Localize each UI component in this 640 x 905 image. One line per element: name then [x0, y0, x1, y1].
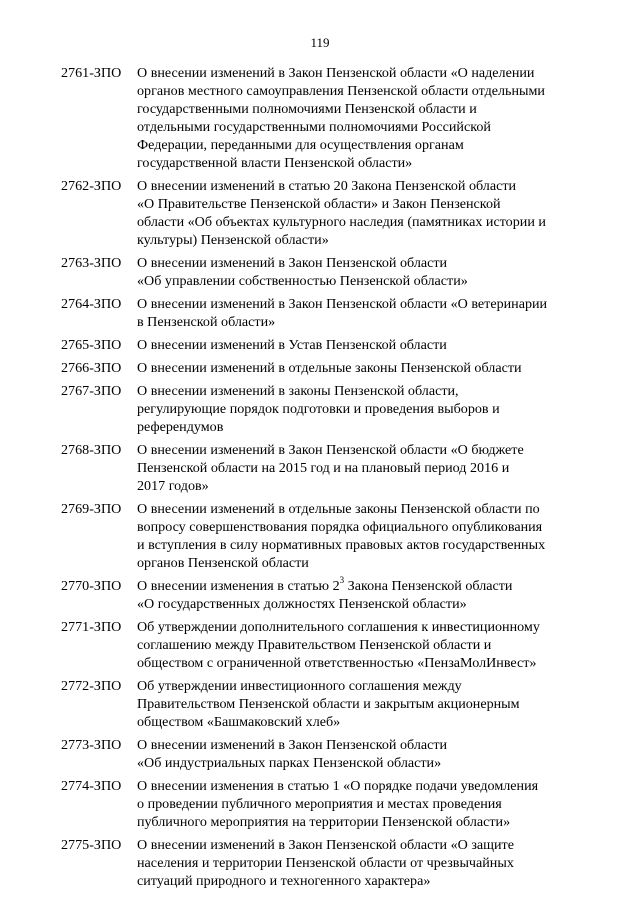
law-title-line: «Об управлении собственностью Пензенской области» [137, 273, 468, 289]
law-title [137, 254, 591, 290]
law-number: 2766-ЗПО [61, 360, 122, 376]
law-entry [61, 295, 591, 331]
law-title-line: О внесении изменений в отдельные законы Пензенской области [137, 360, 522, 376]
law-title-line: О внесении изменений в Закон Пензенской области «О защите [137, 837, 514, 853]
law-title-line: О внесении изменений в Закон Пензенской области «О ветеринарии [137, 296, 548, 312]
law-title-line: населения и территории Пензенской области от чрезвычайных [137, 855, 514, 871]
law-title [137, 500, 591, 572]
law-title-line: О внесении изменений в отдельные законы Пензенской области по [137, 501, 540, 517]
law-title-line: Пензенской области на 2015 год и на плановый период 2016 и [137, 460, 510, 476]
law-title-line: О внесении изменений в Закон Пензенской области [137, 255, 448, 271]
law-title-line: в Пензенской области» [137, 314, 276, 330]
law-title-line: о проведении публичного мероприятия и местах проведения [137, 796, 502, 812]
law-number: 2771-ЗПО [61, 619, 122, 635]
law-title-line: ситуаций природного и техногенного характера» [137, 873, 431, 889]
law-title-line: соглашению между Правительством Пензенской области и [137, 637, 492, 653]
law-title-line: 2017 годов» [137, 478, 209, 494]
law-title-line: области «Об объектах культурного наследия (памятниках истории и [137, 214, 546, 230]
law-title-line: О внесении изменений в статью 20 Закона Пензенской области [137, 178, 517, 194]
law-title-line: Об утверждении инвестиционного соглашения между [137, 678, 462, 694]
law-entry [61, 577, 591, 613]
law-title-line: «О Правительстве Пензенской области» и Закон Пензенской [137, 196, 501, 212]
law-title-line: органов Пензенской области [137, 555, 309, 571]
law-title-text: О внесении изменения в статью 2 [137, 578, 340, 594]
law-title-line: О внесении изменений в законы Пензенской области, [137, 383, 459, 399]
law-entry [61, 64, 591, 172]
law-title-line: обществом с ограниченной ответственностью «ПензаМолИнвест» [137, 655, 537, 671]
law-number: 2767-ЗПО [61, 383, 122, 399]
law-title-line: государственной власти Пензенской области» [137, 155, 413, 171]
law-number: 2765-ЗПО [61, 337, 122, 353]
law-title-line: органов местного самоуправления Пензенской области отдельными [137, 83, 545, 99]
law-title-line: «О государственных должностях Пензенской области» [137, 596, 467, 612]
law-title-line: отдельными государственными полномочиями Российской [137, 119, 491, 135]
law-title-line: О внесении изменений в Закон Пензенской области «О бюджете [137, 442, 524, 458]
law-entry [61, 177, 591, 249]
law-entry-list [61, 64, 591, 895]
law-title [137, 336, 591, 354]
law-title-line: «Об индустриальных парках Пензенской области» [137, 755, 442, 771]
law-title-line: О внесении изменения в статью 1 «О порядке подачи уведомления [137, 778, 539, 794]
law-title [137, 618, 591, 672]
law-title-line: Федерации, переданными для осуществления органам [137, 137, 464, 153]
law-number: 2764-ЗПО [61, 296, 122, 312]
law-title [137, 836, 591, 890]
law-number: 2774-ЗПО [61, 778, 122, 794]
law-number: 2761-ЗПО [61, 65, 122, 81]
law-entry [61, 677, 591, 731]
law-title-line: публичного мероприятия на территории Пензенской области» [137, 814, 511, 830]
page-number: 119 [310, 35, 330, 50]
law-entry [61, 254, 591, 290]
law-title [137, 382, 591, 436]
law-title [137, 677, 591, 731]
law-entry [61, 836, 591, 890]
law-entry [61, 382, 591, 436]
law-title [137, 441, 591, 495]
law-title-line: и вступления в силу нормативных правовых актов государственных [137, 537, 546, 553]
law-entry [61, 618, 591, 672]
law-number: 2769-ЗПО [61, 501, 122, 517]
article-superscript: 3 [339, 575, 345, 586]
law-number: 2768-ЗПО [61, 442, 122, 458]
law-title [137, 177, 591, 249]
law-title-line: обществом «Башмаковский хлеб» [137, 714, 341, 730]
law-entry [61, 500, 591, 572]
law-title-text: Закона Пензенской области [344, 578, 513, 594]
law-title-line: регулирующие порядок подготовки и проведения выборов и [137, 401, 500, 417]
law-title-line: О внесении изменений в Закон Пензенской области [137, 737, 448, 753]
law-number: 2762-ЗПО [61, 178, 122, 194]
law-title-line [137, 577, 591, 595]
law-number: 2773-ЗПО [61, 737, 122, 753]
law-title-line: вопросу совершенствования порядка официального опубликования [137, 519, 543, 535]
law-entry [61, 736, 591, 772]
law-title-line: культуры) Пензенской области» [137, 232, 329, 248]
law-title-line: О внесении изменений в Закон Пензенской области «О наделении [137, 65, 535, 81]
law-entry [61, 336, 591, 354]
law-title [137, 577, 591, 613]
law-title-line: референдумов [137, 419, 224, 435]
law-title [137, 295, 591, 331]
law-title [137, 736, 591, 772]
law-number: 2770-ЗПО [61, 578, 122, 594]
law-entry [61, 441, 591, 495]
law-number: 2775-ЗПО [61, 837, 122, 853]
law-title [137, 359, 591, 377]
law-title-line: О внесении изменений в Устав Пензенской области [137, 337, 447, 353]
law-entry [61, 777, 591, 831]
law-title [137, 64, 591, 172]
law-number: 2772-ЗПО [61, 678, 122, 694]
law-title-line: государственными полномочиями Пензенской области и [137, 101, 477, 117]
law-title-line: Правительством Пензенской области и закрытым акционерным [137, 696, 520, 712]
law-number: 2763-ЗПО [61, 255, 122, 271]
law-title-line: Об утверждении дополнительного соглашения к инвестиционному [137, 619, 540, 635]
law-entry [61, 359, 591, 377]
law-title [137, 777, 591, 831]
